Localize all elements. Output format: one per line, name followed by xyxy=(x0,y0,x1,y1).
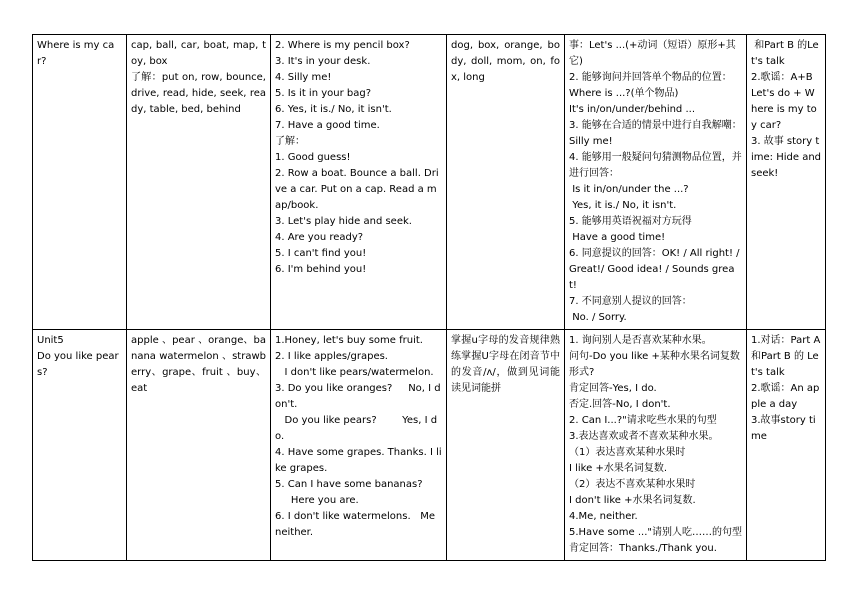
sentence-line: 1.Honey, let's buy some fruit. xyxy=(275,335,423,346)
sentences-cell xyxy=(271,35,447,330)
goal-line: 5.Have some ..."请别人吃……的句型 xyxy=(569,527,742,538)
activity-line: 1.对话：Part A 和Part B 的 Let's talk xyxy=(751,335,824,378)
words-cell xyxy=(127,35,271,330)
unit-text: Unit5 xyxy=(37,335,64,346)
goal-line: （2）表达不喜欢某种水果时 xyxy=(569,479,696,490)
goal-line: 4. 能够用一般疑问句猜测物品位置，并进行回答： xyxy=(569,152,742,179)
goal-line: 2. Can I...?"请求吃些水果的句型 xyxy=(569,415,717,426)
sentence-line: 2. I like apples/grapes. xyxy=(275,351,388,362)
activity-line: 和Part B 的Let's talk xyxy=(751,40,819,67)
sentence-line: 1. Good guess! xyxy=(275,152,351,163)
activity-line: 2.歌谣：A+B Let's do + Where is my toy car? xyxy=(751,72,817,131)
phonics-cell xyxy=(447,35,565,330)
goal-line: No. / Sorry. xyxy=(569,312,627,323)
sentence-line: 4. Silly me! xyxy=(275,72,332,83)
sentence-line: 7. Have a good time. xyxy=(275,120,380,131)
goal-line: 1. 询问别人是否喜欢某种水果。 xyxy=(569,335,712,346)
goal-line: （1）表达喜欢某种水果时 xyxy=(569,447,686,458)
goal-line: Have a good time! xyxy=(569,232,666,243)
sentence-line: 4. Are you ready? xyxy=(275,232,364,243)
words-cell xyxy=(127,330,271,561)
sentence-line: 4. Have some grapes. Thanks. I like grapes. xyxy=(275,447,442,474)
goal-line: 6. 同意提议的回答：OK! / All right! / Great!/ Good idea! / Sounds great! xyxy=(569,248,743,291)
sentence-line: 2. Where is my pencil box? xyxy=(275,40,410,51)
sentence-line: 3. It's in your desk. xyxy=(275,56,371,67)
goal-line: Is it in/on/under the ...? xyxy=(569,184,689,195)
goal-line: 肯定回答：Thanks./Thank you. xyxy=(569,543,717,554)
goal-line: Where is ...?(单个物品) xyxy=(569,88,679,99)
sentence-line: Here you are. xyxy=(275,495,359,506)
table-row xyxy=(33,330,826,561)
goal-line: 7. 不同意别人提议的回答： xyxy=(569,296,692,307)
sentence-line: 3. Do you like oranges? No, I don't. xyxy=(275,383,441,410)
activity-line: 2.歌谣：An apple a day xyxy=(751,383,820,410)
words-line: cap, ball, car, boat, map, toy, box xyxy=(131,40,266,67)
goal-line: It's in/on/under/behind ... xyxy=(569,104,695,115)
activities-cell xyxy=(747,330,826,561)
sentence-line: Do you like pears? Yes, I do. xyxy=(275,415,438,442)
goals-cell xyxy=(565,330,747,561)
sentence-line: 6. Yes, it is./ No, it isn't. xyxy=(275,104,392,115)
words-line: 了解：put on, row, bounce, drive, read, hide, seek, ready, table, bed, behind xyxy=(131,72,270,115)
goal-line: 否定.回答-No, I don't. xyxy=(569,399,671,410)
goals-cell xyxy=(565,35,747,330)
goal-line: 肯定回答-Yes, I do. xyxy=(569,383,657,394)
lesson-plan-table xyxy=(32,34,826,561)
activity-line: 3.故事story time xyxy=(751,415,816,442)
goal-line: 4.Me, neither. xyxy=(569,511,638,522)
sentence-line: 2. Row a boat. Bounce a ball. Drive a car. Put on a cap. Read a map/book. xyxy=(275,168,439,211)
goal-line: 5. 能够用英语祝福对方玩得 xyxy=(569,216,692,227)
goal-line: 事：Let's ...(+动词（短语）原形+其它) xyxy=(569,40,736,67)
sentence-line: 5. Is it in your bag? xyxy=(275,88,372,99)
activity-line: 3. 故事 story time: Hide and seek! xyxy=(751,136,825,179)
goal-line: I like +水果名词复数. xyxy=(569,463,668,474)
goal-line: 3. 能够在合适的情景中进行自我解嘲：Silly me! xyxy=(569,120,742,147)
table-row xyxy=(33,35,826,330)
unit-text: Do you like pears? xyxy=(37,351,119,378)
sentence-line: 5. I can't find you! xyxy=(275,248,367,259)
goal-line: 2. 能够询问并回答单个物品的位置： xyxy=(569,72,732,83)
phonics-text: 掌握u字母的发音规律熟练掌握U字母在闭音节中的发音/ʌ/，做到见词能读见词能拼 xyxy=(451,335,560,394)
unit-cell xyxy=(33,35,127,330)
sentences-cell xyxy=(271,330,447,561)
goal-line: Yes, it is./ No, it isn't. xyxy=(569,200,677,211)
activities-cell xyxy=(747,35,826,330)
unit-text: Where is my car? xyxy=(37,40,115,67)
sentence-line: 了解： xyxy=(275,136,305,147)
phonics-cell xyxy=(447,330,565,561)
sentence-line: 6. I don't like watermelons. Me neither. xyxy=(275,511,439,538)
sentence-line: 6. I'm behind you! xyxy=(275,264,367,275)
sentence-line: 5. Can I have some bananas? xyxy=(275,479,423,490)
goal-line: 问句-Do you like +某种水果名词复数形式? xyxy=(569,351,740,378)
phonics-text: dog, box, orange, body, doll, mom, on, fox, long xyxy=(451,40,560,83)
unit-cell xyxy=(33,330,127,561)
words-line: apple 、pear 、orange、banana watermelon 、strawberry、grape、fruit 、buy、 eat xyxy=(131,335,270,394)
sentence-line: 3. Let's play hide and seek. xyxy=(275,216,412,227)
goal-line: 3.表达喜欢或者不喜欢某种水果。 xyxy=(569,431,719,442)
goal-line: I don't like +水果名词复数. xyxy=(569,495,696,506)
sentence-line: I don't like pears/watermelon. xyxy=(275,367,434,378)
